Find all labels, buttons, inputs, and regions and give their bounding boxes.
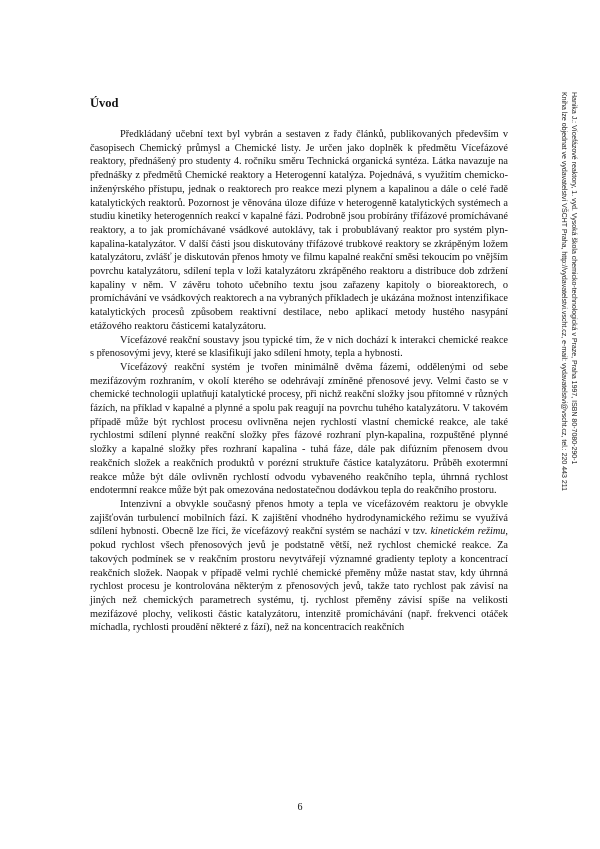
paragraph-transfer-text: Intenzivní a obvykle současný přenos hmoty a tepla ve vícefázovém reaktoru je obvykle zajišťován turbulencí mobilních fází. K zajištění vhodného hydrodynamického režimu se využívá sdílení hybnosti. Obecně lze říci, že vícefázový reakční systém se nachází v tzv. kinetickém režimu, pokud rychlost všech přenosových jevů je podstatně větší, než rychlost chemické reakce. Za takových podmínek se v reakčním prostoru nevytvářejí významné gradienty teploty a koncentrací reakčních složek. Naopak v případě velmi rychlé chemické přeměny může nastat stav, kdy úhrnná rychlost procesu je kontrolována některým z přenosových jevů, takže tato rychlost pak závisí na jiných než chemických parametrech systému, tj. rychlost přeměny závisí spíše na velikosti mezifázové plochy, velikosti částic katalyzátoru, intenzitě promíchávání (např. frekvenci otáček míchadla, rychlosti proudění některé z fází), než na koncentracích reakčních (90, 498, 508, 634)
page-number: 6 (297, 802, 303, 813)
paragraph-systems: Vícefázové reakční soustavy jsou typické tím, že v nich dochází k interakci chemické reakce s přenosovými jevy, které se klasifikují jako sdílení hmoty, tepla a hybnosti. (90, 334, 508, 360)
emphasized-term: kinetickém režimu (430, 526, 506, 538)
section-heading: Úvod (90, 96, 119, 110)
side-citation (558, 92, 578, 491)
side-citation-line-2: Kniha lze objednat ve vydavatelství VŠCHT Praha, http://vydavatelstvi.vscht.cz, e-mail: vydavatelstvi@vscht.cz, tel.: 220 443 211 (560, 92, 567, 492)
paragraph-transfer (90, 498, 508, 635)
paragraph-multiphase: Vícefázový reakční systém je tvořen minimálně dvěma fázemi, oddělenými od sebe mezifázovým rozhraním, v okolí kterého se odehrávají zmíněné přenosové jevy. Velmi často se v chemické technologii uplatňují katalytické procesy, při nichž reakční složky jsou přítomné v různých fázích, na příklad v kapalné a plynné a spolu pak reagují na povrchu tuhého katalyzátoru. V takovém případě může být rychlost procesu ovlivněna nejen rychlostí vlastní chemické reakce, ale také rychlostmi sdílení plynné reakční složky přes fázové rozhraní plyn-kapalina, rozpuštěné plynné složky a kapalné složky přes rozhraní kapalina - tuhá fáze, dále pak difúzním přenosem dvou reakčních složek a reakčních produktů v porézní struktuře částice katalyzátoru. Průběh exotermní reakce může být dále ovlivněn rychlostí odvodu vybaveného reakčního tepla, úhrnná rychlost endotermní reakce může být pak omezována nedostatečnou dodávkou tepla do reakčního prostoru. (90, 361, 508, 497)
body-text (90, 128, 508, 635)
side-citation-line-1: Hanika J.: Vícefázové reaktory, 1. vyd. Vysoká škola chemicko-technologická v Praze, Praha 1997, ISBN 80-7080-290-1 (570, 92, 577, 465)
paragraph-intro: Předkládaný učební text byl vybrán a sestaven z řady článků, publikovaných především v časopisech Chemický průmysl a Chemické listy. Je určen jako doplněk k předmětu Vícefázové reaktory, přednášený pro studenty 4. ročníku směru Technická organická syntéza. Látka navazuje na přednášky z předmětů Chemické reaktory a Heterogenní katalýza. Pojednává, s využitím chemicko-inženýrského přístupu, jednak o reaktorech pro reakce mezi plynem a kapalinou a dále o celé řadě katalytických reaktorů. Pozornost je věnována úloze difúze v heterogenně katalytických systémech a studiu kinetiky heterogenních reakcí v kapalné fázi. Podrobně jsou probírány třífázové promíchávané reaktory, a to jak promíchávané vsádkové autoklávy, tak i probublávaný reaktor pro systém plyn-kapalina-katalyzátor. V další části jsou diskutovány třífázové trubkové reaktory se zkrápěným ložem katalyzátoru, zvlášť je diskutován přenos hmoty ve filmu kapalné reakční směsi tekoucím po vnějším povrchu katalyzátoru, sdílení tepla v loži katalyzátoru zkrápěného reaktoru a distribuce dob zdržení kapaliny v něm. V závěru tohoto učebního textu jsou zařazeny kapitoly o bioreaktorech, o promíchávání ve vsádkových reaktorech a na vybraných příkladech je ukázána možnost intenzifikace katalytických procesů způsobem reaktivní destilace, nebo aplikací metody hustého nasypání etážového reaktoru částicemi katalyzátoru. (90, 129, 508, 332)
